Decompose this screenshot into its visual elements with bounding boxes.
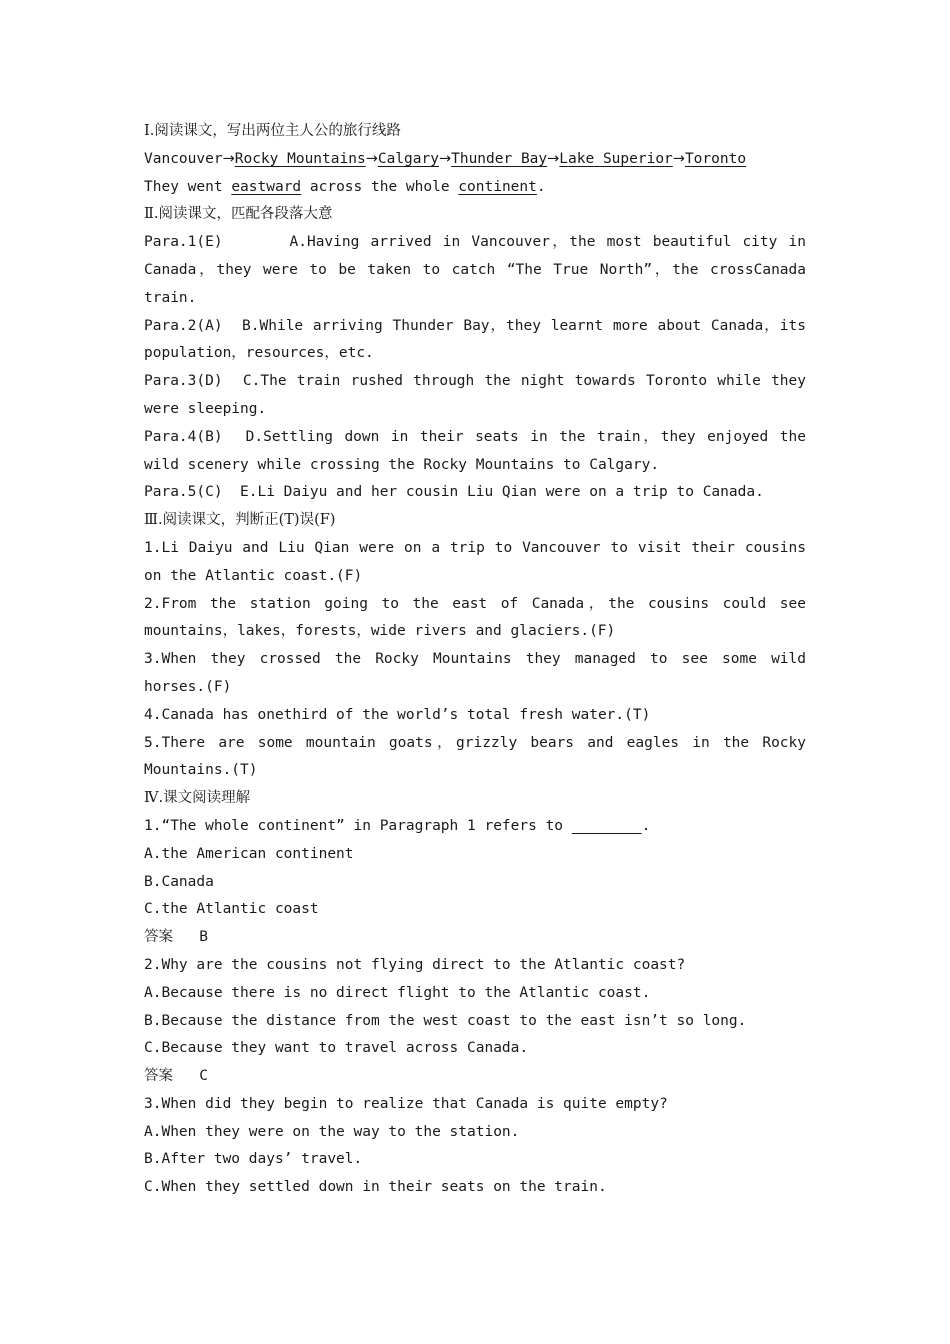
route-stop: Lake Superior (559, 150, 673, 167)
true-false-item: 4.Canada has onethird of the world’s total fresh water.(T) (144, 706, 651, 723)
filled-answer: eastward (231, 178, 302, 195)
question-option: B.Canada (144, 873, 214, 890)
true-false-item: 5.There are some mountain goats，grizzly bears and eagles in the Rocky Mountains.(T) (144, 734, 806, 779)
arrow-right-icon: → (547, 150, 560, 167)
answer-line (144, 1063, 806, 1091)
question-text: . (641, 817, 651, 834)
answer-line (144, 924, 806, 952)
question-option: C.the Atlantic coast (144, 901, 319, 918)
route-stop: Rocky Mountains (234, 150, 366, 167)
section-1-heading: Ⅰ.阅读课文，写出两位主人公的旅行线路 (144, 123, 401, 139)
arrow-right-icon: → (222, 150, 235, 167)
answer-blank: ________ (571, 817, 642, 834)
para-match-item: Para.2(A) B.While arriving Thunder Bay，they learnt more about Canada，its population，resources，etc. (144, 317, 815, 362)
para-match-item: Para.4(B) D.Settling down in their seats in the train，they enjoyed the wild scenery while crossing the Rocky Mountains to Calgary. (144, 428, 815, 473)
route-stop: Toronto (684, 150, 747, 167)
true-false-item: 1.Li Daiyu and Liu Qian were on a trip to Vancouver to visit their cousins on the Atlantic coast.(F) (144, 539, 806, 584)
direction-sentence (144, 174, 806, 202)
sentence-text: . (536, 178, 546, 195)
arrow-right-icon: → (365, 150, 378, 167)
arrow-right-icon: → (438, 150, 452, 167)
filled-answer: continent (458, 178, 537, 195)
route-stop: Vancouver (144, 150, 223, 167)
question-stem (144, 813, 806, 841)
section-2-heading: Ⅱ.阅读课文，匹配各段落大意 (144, 206, 333, 223)
answer-label: 答案 (144, 929, 173, 946)
route-stop: Thunder Bay (451, 150, 548, 167)
worksheet-page (144, 118, 815, 1202)
answer-value: B (199, 929, 208, 946)
question-option: A.Because there is no direct flight to the Atlantic coast. (144, 984, 651, 1001)
section-4-heading: Ⅳ.课文阅读理解 (144, 790, 251, 807)
true-false-item: 2.From the station going to the east of Canada，the cousins could see mountains，lakes，forests，wide rivers and glaciers.(F) (144, 595, 806, 640)
question-option: C.Because they want to travel across Canada. (144, 1040, 529, 1057)
travel-route (144, 146, 806, 174)
answer-label: 答案 (144, 1068, 173, 1085)
sentence-text: They went (144, 178, 232, 195)
para-match-item: Para.1(E) A.Having arrived in Vancouver，the most beautiful city in Canada，they were to be taken to catch “The True North”，the crossCanada train. (144, 234, 815, 306)
question-option: A.the American continent (144, 845, 354, 862)
para-match-item: Para.3(D) C.The train rushed through the night towards Toronto while they were sleeping. (144, 373, 815, 417)
section-3-heading: Ⅲ.阅读课文，判断正(T)误(F) (144, 512, 336, 529)
question-stem: 3.When did they begin to realize that Canada is quite empty? (144, 1095, 668, 1112)
sentence-text: across the whole (301, 178, 459, 195)
answer-value: C (199, 1068, 208, 1085)
para-match-item: Para.5(C) E.Li Daiyu and her cousin Liu Qian were on a trip to Canada. (144, 484, 764, 501)
question-option: C.When they settled down in their seats on the train. (144, 1179, 607, 1196)
question-option: B.Because the distance from the west coast to the east isn’t so long. (144, 1012, 747, 1029)
question-stem: 2.Why are the cousins not flying direct to the Atlantic coast? (144, 956, 686, 973)
route-stop: Calgary (377, 150, 439, 167)
true-false-item: 3.When they crossed the Rocky Mountains they managed to see some wild horses.(F) (144, 651, 806, 695)
question-option: A.When they were on the way to the station. (144, 1123, 520, 1140)
question-option: B.After two days’ travel. (144, 1151, 363, 1168)
arrow-right-icon: → (672, 150, 685, 167)
question-text: 1.“The whole continent” in Paragraph 1 refers to (144, 817, 572, 834)
